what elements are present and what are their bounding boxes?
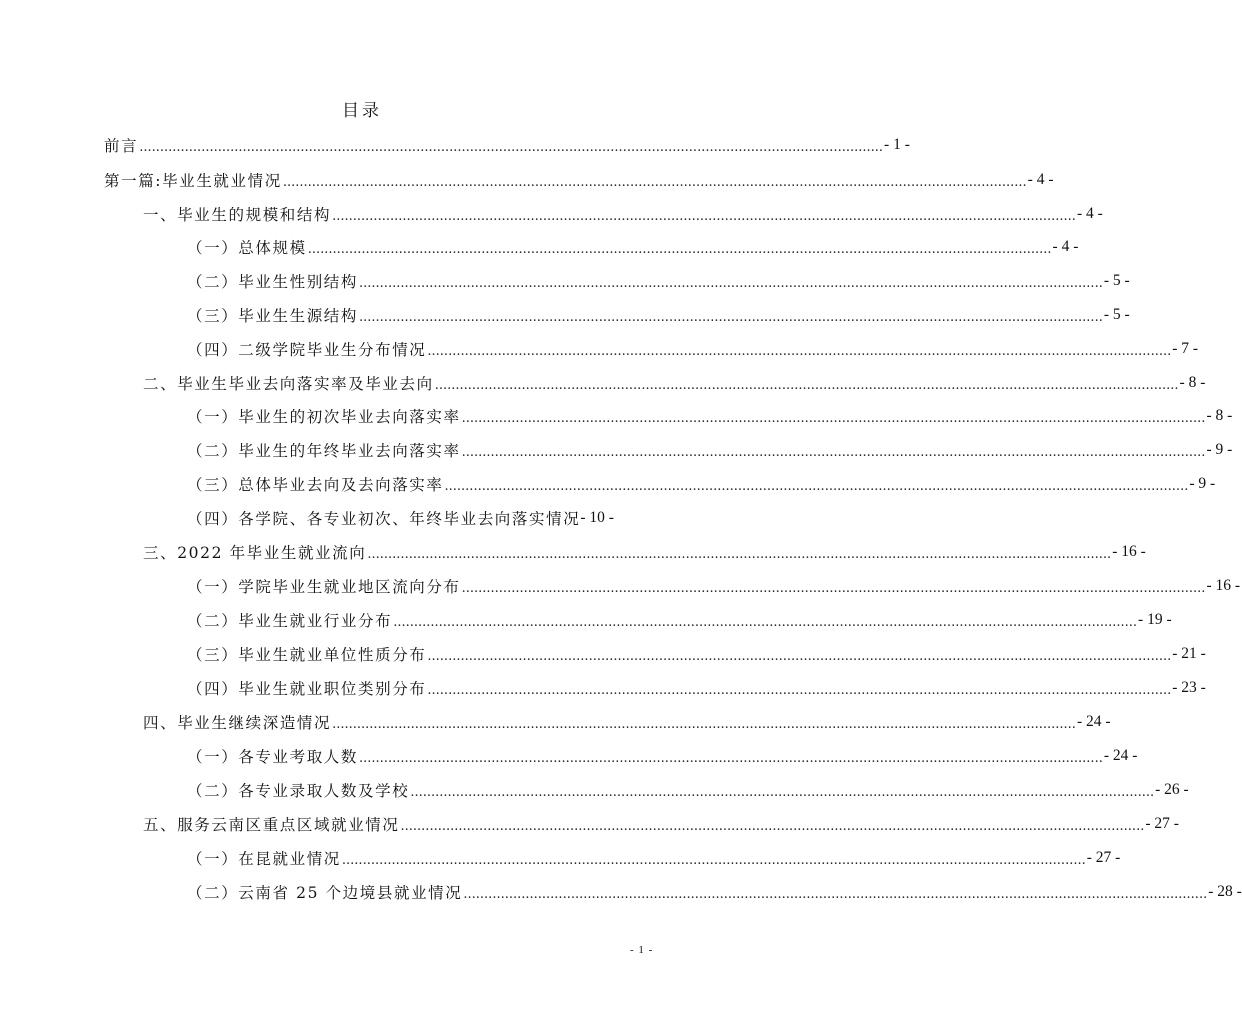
toc-entry[interactable] — [143, 202, 1103, 226]
toc-entry-page: - 5 - — [1103, 306, 1130, 323]
dot-leader: .................................................................................................................................................................................... — [427, 682, 1172, 698]
toc-entry-label: （四）毕业生就业职位类别分布 — [187, 680, 427, 698]
toc-entry-page: - 10 - — [580, 509, 614, 526]
toc-entry-label: （一）各专业考取人数 — [187, 748, 359, 766]
toc-entry[interactable] — [104, 133, 910, 157]
toc-entry-label: （三）毕业生就业单位性质分布 — [187, 646, 427, 664]
toc-entry[interactable] — [187, 642, 1206, 666]
toc-entry[interactable] — [104, 168, 1054, 192]
toc-entry-page: - 4 - — [1052, 238, 1079, 255]
toc-entry-page: - 21 - — [1172, 645, 1206, 662]
dot-leader: .................................................................................................................................................................................... — [359, 309, 1103, 325]
toc-entry[interactable] — [187, 337, 1199, 361]
dot-leader: .................................................................................................................................................................................... — [400, 818, 1145, 834]
toc-entry-page: - 9 - — [1189, 475, 1216, 492]
toc-entry-page: - 24 - — [1076, 713, 1111, 730]
page-number: - 1 - — [630, 944, 654, 956]
toc-entry-label: 五、服务云南区重点区域就业情况 — [143, 816, 400, 834]
dot-leader: .................................................................................................................................................................................... — [393, 614, 1138, 630]
toc-entry-page: - 16 - — [1112, 543, 1146, 560]
toc-entry-page: - 27 - — [1086, 849, 1121, 866]
toc-entry-label: 四、毕业生继续深造情况 — [143, 714, 332, 732]
toc-entry-label: 第一篇:毕业生就业情况 — [104, 172, 282, 190]
toc-entry[interactable] — [187, 472, 1216, 496]
dot-leader: .................................................................................................................................................................................... — [139, 139, 884, 155]
toc-entry[interactable] — [187, 608, 1172, 632]
toc-entry[interactable] — [187, 506, 669, 530]
toc-entry-label: 一、毕业生的规模和结构 — [143, 206, 332, 224]
toc-entry-page: - 16 - — [1206, 577, 1241, 594]
dot-leader: .................................................................................................................................................................................... — [359, 275, 1103, 291]
toc-entry-label: （一）总体规模 — [187, 239, 307, 257]
toc-entry-label: （一）毕业生的初次毕业去向落实率 — [187, 408, 461, 426]
dot-leader: .................................................................................................................................................................................... — [307, 241, 1052, 257]
toc-entry[interactable] — [187, 303, 1130, 327]
toc-entry-page: - 4 - — [1076, 205, 1103, 222]
toc-entry-label: （二）毕业生性别结构 — [187, 273, 359, 291]
dot-leader: .................................................................................................................................................................................... — [444, 478, 1189, 494]
toc-entry-label: （四）各学院、各专业初次、年终毕业去向落实情况 — [187, 510, 581, 528]
dot-leader: .................................................................................................................................................................................... — [427, 648, 1172, 664]
toc-entry-page: - 26 - — [1155, 781, 1189, 798]
dot-leader: .................................................................................................................................................................................... — [367, 546, 1112, 562]
toc-entry[interactable] — [187, 676, 1206, 700]
toc-entry[interactable] — [187, 778, 1189, 802]
dot-leader: .................................................................................................................................................................................... — [359, 750, 1103, 766]
toc-entry-page: - 23 - — [1172, 679, 1206, 696]
toc-entry[interactable] — [143, 710, 1111, 734]
toc-entry[interactable] — [143, 540, 1146, 564]
dot-leader: .................................................................................................................................................................................... — [341, 852, 1086, 868]
toc-entry-label: （一）学院毕业生就业地区流向分布 — [187, 578, 461, 596]
toc-entry-label: 前言 — [104, 137, 139, 155]
dot-leader: .................................................................................................................................................................................... — [410, 784, 1155, 800]
toc-entry-label: （三）毕业生生源结构 — [187, 307, 359, 325]
toc-entry-page: - 5 - — [1103, 272, 1130, 289]
toc-entry-page: - 8 - — [1179, 374, 1206, 391]
toc-entry[interactable] — [187, 846, 1121, 870]
toc-entry-page: - 7 - — [1172, 340, 1199, 357]
toc-entry[interactable] — [187, 744, 1138, 768]
toc-entry-label: （三）总体毕业去向及去向落实率 — [187, 476, 444, 494]
toc-entry-label: （一）在昆就业情况 — [187, 850, 341, 868]
toc-entry-label: （二）毕业生就业行业分布 — [187, 612, 393, 630]
dot-leader: .................................................................................................................................................................................... — [461, 410, 1206, 426]
toc-entry[interactable] — [187, 574, 1241, 598]
toc-entry-page: - 9 - — [1206, 441, 1233, 458]
toc-entry-page: - 27 - — [1145, 815, 1179, 832]
toc-entry-label: （二）毕业生的年终毕业去向落实率 — [187, 442, 461, 460]
dot-leader: .................................................................................................................................................................................... — [427, 343, 1172, 359]
toc-entry-page: - 1 - — [884, 136, 910, 153]
toc-entry-label: （四）二级学院毕业生分布情况 — [187, 341, 427, 359]
dot-leader: .................................................................................................................................................................................... — [461, 444, 1206, 460]
dot-leader: .................................................................................................................................................................................... — [463, 886, 1208, 902]
toc-entry-page: - 28 - — [1208, 883, 1242, 900]
toc-title: 目录 — [342, 101, 382, 121]
dot-leader: .................................................................................................................................................................................... — [434, 377, 1179, 393]
toc-entry[interactable] — [187, 235, 1079, 259]
toc-entry[interactable] — [187, 880, 1242, 904]
toc-entry-page: - 19 - — [1138, 611, 1172, 628]
toc-entry[interactable] — [187, 269, 1130, 293]
dot-leader: .................................................................................................................................................................................... — [332, 716, 1076, 732]
toc-entry[interactable] — [187, 404, 1233, 428]
toc-entry-page: - 8 - — [1206, 407, 1233, 424]
toc-entry-page: - 4 - — [1027, 171, 1054, 188]
dot-leader: .................................................................................................................................................................................... — [461, 580, 1206, 596]
dot-leader: .................................................................................................................................................................................... — [332, 208, 1076, 224]
toc-entry-label: 二、毕业生毕业去向落实率及毕业去向 — [143, 375, 434, 393]
toc-entry-label: （二）各专业录取人数及学校 — [187, 782, 410, 800]
toc-entry[interactable] — [187, 438, 1233, 462]
dot-leader: .................................................................................................................................................................................... — [282, 174, 1027, 190]
toc-entry[interactable] — [143, 371, 1206, 395]
toc-entry-page: - 24 - — [1103, 747, 1138, 764]
toc-entry[interactable] — [143, 812, 1179, 836]
toc-entry-label: （二）云南省 25 个边境县就业情况 — [187, 884, 463, 902]
toc-entry-label: 三、2022 年毕业生就业流向 — [143, 544, 367, 562]
